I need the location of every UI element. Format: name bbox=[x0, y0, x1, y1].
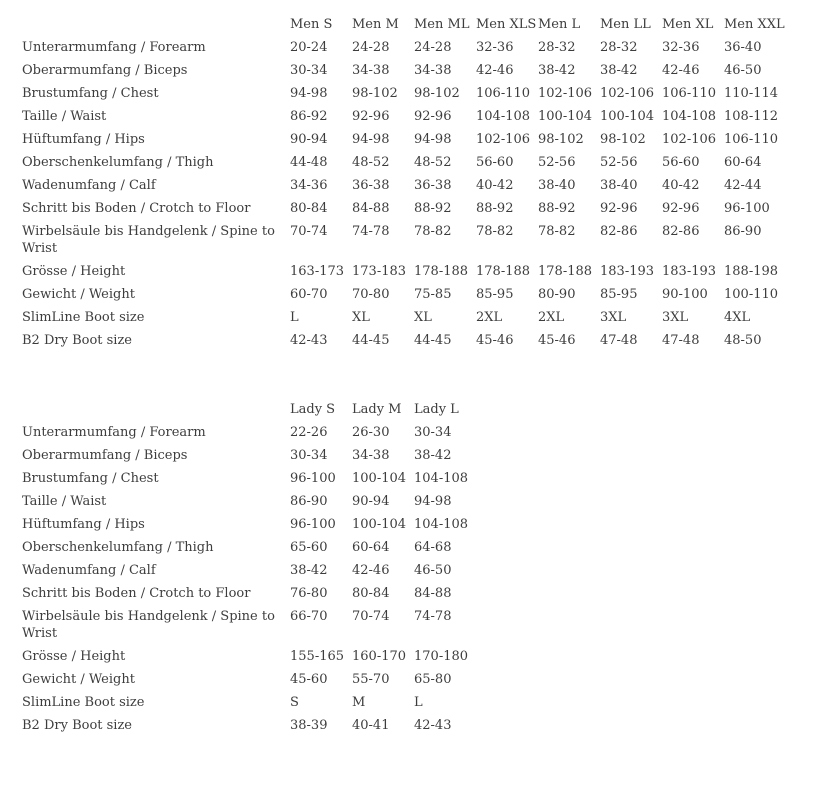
size-value-cell: 80-84 bbox=[290, 201, 328, 216]
size-value-cell: 44-45 bbox=[414, 333, 452, 348]
size-value-cell: 86-92 bbox=[290, 109, 328, 124]
size-value-cell: 94-98 bbox=[290, 86, 328, 101]
size-value-cell: 40-42 bbox=[662, 178, 700, 193]
size-value-cell: 48-50 bbox=[724, 333, 762, 348]
size-value-cell: 92-96 bbox=[414, 109, 452, 124]
size-value-cell: 2XL bbox=[538, 310, 565, 325]
size-value-cell: 24-28 bbox=[414, 40, 452, 55]
measurement-label: Taille / Waist bbox=[22, 109, 107, 124]
size-value-cell: 88-92 bbox=[538, 201, 576, 216]
size-value-cell: 78-82 bbox=[538, 224, 576, 239]
size-value-cell: 86-90 bbox=[724, 224, 762, 239]
size-value-cell: 102-106 bbox=[662, 132, 717, 147]
size-value-cell: 32-36 bbox=[662, 40, 700, 55]
table-row bbox=[22, 82, 786, 105]
measurement-label: Grösse / Height bbox=[22, 264, 126, 279]
table-row bbox=[22, 197, 786, 220]
size-value-cell: XL bbox=[414, 310, 432, 325]
size-value-cell: 46-50 bbox=[724, 63, 762, 78]
size-value-cell: 38-42 bbox=[414, 448, 452, 463]
size-value-cell: 100-104 bbox=[600, 109, 655, 124]
size-value-cell: 163-173 bbox=[290, 264, 345, 279]
size-value-cell: 98-102 bbox=[538, 132, 584, 147]
size-column-header: Men XL bbox=[662, 17, 714, 32]
size-value-cell: 30-34 bbox=[290, 63, 328, 78]
size-value-cell: XL bbox=[352, 310, 370, 325]
size-value-cell: 66-70 bbox=[290, 609, 328, 624]
size-value-cell: 60-64 bbox=[352, 540, 390, 555]
table-row bbox=[22, 645, 476, 668]
size-value-cell: 86-90 bbox=[290, 494, 328, 509]
size-value-cell: 178-188 bbox=[414, 264, 469, 279]
measurement-label: Brustumfang / Chest bbox=[22, 86, 159, 101]
size-value-cell: 183-193 bbox=[662, 264, 717, 279]
size-value-cell: 24-28 bbox=[352, 40, 390, 55]
table-row bbox=[22, 174, 786, 197]
size-value-cell: 188-198 bbox=[724, 264, 779, 279]
size-column-header: Lady L bbox=[414, 402, 459, 417]
table-row bbox=[22, 260, 786, 283]
size-value-cell: 96-100 bbox=[724, 201, 770, 216]
size-value-cell: 84-88 bbox=[352, 201, 390, 216]
measurement-label: SlimLine Boot size bbox=[22, 310, 145, 325]
size-value-cell: 110-114 bbox=[724, 86, 779, 101]
size-value-cell: 80-90 bbox=[538, 287, 576, 302]
size-column-header: Men ML bbox=[414, 17, 470, 32]
table-row bbox=[22, 306, 786, 329]
size-value-cell: 28-32 bbox=[600, 40, 638, 55]
size-value-cell: 92-96 bbox=[600, 201, 638, 216]
measurement-label: B2 Dry Boot size bbox=[22, 718, 133, 733]
size-value-cell: 183-193 bbox=[600, 264, 655, 279]
size-value-cell: 60-64 bbox=[724, 155, 762, 170]
measurement-label: Oberarmumfang / Biceps bbox=[22, 63, 188, 78]
size-value-cell: 56-60 bbox=[662, 155, 700, 170]
table-row bbox=[22, 329, 786, 352]
size-value-cell: 2XL bbox=[476, 310, 503, 325]
size-value-cell: 90-94 bbox=[290, 132, 328, 147]
table-row bbox=[22, 283, 786, 306]
size-value-cell: 47-48 bbox=[600, 333, 638, 348]
label-column-header bbox=[22, 13, 290, 36]
measurement-label: Wadenumfang / Calf bbox=[22, 178, 156, 193]
size-column-header: Men L bbox=[538, 17, 581, 32]
size-value-cell: 45-46 bbox=[538, 333, 576, 348]
size-value-cell: 34-38 bbox=[414, 63, 452, 78]
size-value-cell: 42-46 bbox=[352, 563, 390, 578]
measurement-label: Hüftumfang / Hips bbox=[22, 132, 145, 147]
table-row bbox=[22, 59, 786, 82]
size-value-cell: 38-39 bbox=[290, 718, 328, 733]
size-column-header: Men LL bbox=[600, 17, 651, 32]
table-row bbox=[22, 536, 476, 559]
size-value-cell: 30-34 bbox=[290, 448, 328, 463]
size-value-cell: 42-44 bbox=[724, 178, 762, 193]
size-value-cell: 4XL bbox=[724, 310, 751, 325]
size-value-cell: 98-102 bbox=[352, 86, 398, 101]
measurement-label: Gewicht / Weight bbox=[22, 287, 135, 302]
size-value-cell: 102-106 bbox=[538, 86, 593, 101]
measurement-label: SlimLine Boot size bbox=[22, 695, 145, 710]
size-value-cell: 160-170 bbox=[352, 649, 407, 664]
size-value-cell: 75-85 bbox=[414, 287, 452, 302]
size-value-cell: 155-165 bbox=[290, 649, 345, 664]
size-column-header: Lady M bbox=[352, 402, 402, 417]
size-value-cell: 106-110 bbox=[662, 86, 717, 101]
table-row bbox=[22, 490, 476, 513]
measurement-label: Schritt bis Boden / Crotch to Floor bbox=[22, 586, 251, 601]
measurement-label: Schritt bis Boden / Crotch to Floor bbox=[22, 201, 251, 216]
size-value-cell: 28-32 bbox=[538, 40, 576, 55]
size-value-cell: 30-34 bbox=[414, 425, 452, 440]
size-value-cell: 47-48 bbox=[662, 333, 700, 348]
size-value-cell: L bbox=[414, 695, 423, 710]
size-value-cell: 60-70 bbox=[290, 287, 328, 302]
size-value-cell: 100-104 bbox=[538, 109, 593, 124]
size-value-cell: 100-104 bbox=[352, 471, 407, 486]
size-value-cell: 94-98 bbox=[414, 494, 452, 509]
size-value-cell: 100-110 bbox=[724, 287, 779, 302]
size-value-cell: 82-86 bbox=[600, 224, 638, 239]
table-row bbox=[22, 691, 476, 714]
table-row bbox=[22, 605, 476, 645]
measurement-label: Oberschenkelumfang / Thigh bbox=[22, 540, 214, 555]
size-value-cell: 70-74 bbox=[352, 609, 390, 624]
measurement-label: B2 Dry Boot size bbox=[22, 333, 133, 348]
size-value-cell: 78-82 bbox=[476, 224, 514, 239]
size-value-cell: 38-42 bbox=[290, 563, 328, 578]
size-value-cell: 36-40 bbox=[724, 40, 762, 55]
size-value-cell: 70-80 bbox=[352, 287, 390, 302]
size-value-cell: 84-88 bbox=[414, 586, 452, 601]
size-value-cell: 65-80 bbox=[414, 672, 452, 687]
size-value-cell: 102-106 bbox=[600, 86, 655, 101]
size-value-cell: 100-104 bbox=[352, 517, 407, 532]
size-value-cell: 46-50 bbox=[414, 563, 452, 578]
size-value-cell: 55-70 bbox=[352, 672, 390, 687]
size-value-cell: 48-52 bbox=[414, 155, 452, 170]
size-value-cell: 38-42 bbox=[538, 63, 576, 78]
size-value-cell: 42-46 bbox=[476, 63, 514, 78]
size-value-cell: 106-110 bbox=[476, 86, 531, 101]
size-value-cell: M bbox=[352, 695, 366, 710]
size-value-cell: S bbox=[290, 695, 299, 710]
size-value-cell: 36-38 bbox=[414, 178, 452, 193]
measurement-label: Taille / Waist bbox=[22, 494, 107, 509]
size-value-cell: 34-38 bbox=[352, 448, 390, 463]
size-value-cell: 104-108 bbox=[414, 471, 469, 486]
header-row bbox=[22, 13, 786, 36]
header-row bbox=[22, 398, 476, 421]
size-value-cell: 38-40 bbox=[538, 178, 576, 193]
table-row bbox=[22, 36, 786, 59]
size-value-cell: 32-36 bbox=[476, 40, 514, 55]
size-value-cell: 96-100 bbox=[290, 471, 336, 486]
size-value-cell: 40-41 bbox=[352, 718, 390, 733]
table-row bbox=[22, 668, 476, 691]
table-row bbox=[22, 220, 786, 260]
size-value-cell: 52-56 bbox=[538, 155, 576, 170]
size-value-cell: 74-78 bbox=[414, 609, 452, 624]
measurement-label: Grösse / Height bbox=[22, 649, 126, 664]
size-value-cell: 44-45 bbox=[352, 333, 390, 348]
size-value-cell: 82-86 bbox=[662, 224, 700, 239]
size-value-cell: 98-102 bbox=[414, 86, 460, 101]
size-value-cell: 34-36 bbox=[290, 178, 328, 193]
size-column-header: Men XXL bbox=[724, 17, 785, 32]
size-column-header: Men S bbox=[290, 17, 333, 32]
size-value-cell: 70-74 bbox=[290, 224, 328, 239]
size-value-cell: 102-106 bbox=[476, 132, 531, 147]
table-row bbox=[22, 582, 476, 605]
measurement-label: Unterarmumfang / Forearm bbox=[22, 425, 206, 440]
size-value-cell: 3XL bbox=[662, 310, 689, 325]
size-value-cell: 92-96 bbox=[352, 109, 390, 124]
measurement-label: Oberarmumfang / Biceps bbox=[22, 448, 188, 463]
size-column-header: Men XLS bbox=[476, 17, 537, 32]
size-value-cell: 88-92 bbox=[476, 201, 514, 216]
size-value-cell: 90-100 bbox=[662, 287, 708, 302]
size-value-cell: 38-42 bbox=[600, 63, 638, 78]
measurement-label: Oberschenkelumfang / Thigh bbox=[22, 155, 214, 170]
size-value-cell: 3XL bbox=[600, 310, 627, 325]
size-value-cell: 104-108 bbox=[662, 109, 717, 124]
size-value-cell: 42-43 bbox=[414, 718, 452, 733]
measurement-label: Hüftumfang / Hips bbox=[22, 517, 145, 532]
table-row bbox=[22, 421, 476, 444]
table-row bbox=[22, 105, 786, 128]
lady-size-table bbox=[22, 398, 476, 737]
size-value-cell: 85-95 bbox=[600, 287, 638, 302]
size-value-cell: 170-180 bbox=[414, 649, 469, 664]
size-value-cell: 45-60 bbox=[290, 672, 328, 687]
size-value-cell: 78-82 bbox=[414, 224, 452, 239]
size-value-cell: 90-94 bbox=[352, 494, 390, 509]
size-value-cell: 65-60 bbox=[290, 540, 328, 555]
measurement-label: Unterarmumfang / Forearm bbox=[22, 40, 206, 55]
size-value-cell: 52-56 bbox=[600, 155, 638, 170]
size-value-cell: 48-52 bbox=[352, 155, 390, 170]
size-value-cell: L bbox=[290, 310, 299, 325]
size-value-cell: 85-95 bbox=[476, 287, 514, 302]
size-value-cell: 40-42 bbox=[476, 178, 514, 193]
table-row bbox=[22, 444, 476, 467]
size-value-cell: 38-40 bbox=[600, 178, 638, 193]
table-row bbox=[22, 151, 786, 174]
table-row bbox=[22, 513, 476, 536]
measurement-label: Brustumfang / Chest bbox=[22, 471, 159, 486]
size-value-cell: 74-78 bbox=[352, 224, 390, 239]
size-value-cell: 178-188 bbox=[538, 264, 593, 279]
label-column-header bbox=[22, 398, 290, 421]
size-value-cell: 96-100 bbox=[290, 517, 336, 532]
size-value-cell: 20-24 bbox=[290, 40, 328, 55]
size-value-cell: 98-102 bbox=[600, 132, 646, 147]
size-value-cell: 36-38 bbox=[352, 178, 390, 193]
measurement-label: Wadenumfang / Calf bbox=[22, 563, 156, 578]
table-row bbox=[22, 714, 476, 737]
size-value-cell: 76-80 bbox=[290, 586, 328, 601]
size-value-cell: 178-188 bbox=[476, 264, 531, 279]
table-row bbox=[22, 128, 786, 151]
size-value-cell: 173-183 bbox=[352, 264, 407, 279]
men-size-table bbox=[22, 13, 786, 352]
size-column-header: Lady S bbox=[290, 402, 336, 417]
size-value-cell: 106-110 bbox=[724, 132, 779, 147]
measurement-label: Wirbelsäule bis Handgelenk / Spine to Wrist bbox=[22, 609, 275, 641]
table-row bbox=[22, 559, 476, 582]
size-value-cell: 104-108 bbox=[414, 517, 469, 532]
size-value-cell: 56-60 bbox=[476, 155, 514, 170]
measurement-label: Wirbelsäule bis Handgelenk / Spine to Wrist bbox=[22, 224, 275, 256]
size-value-cell: 108-112 bbox=[724, 109, 779, 124]
table-row bbox=[22, 467, 476, 490]
size-column-header: Men M bbox=[352, 17, 399, 32]
size-value-cell: 42-43 bbox=[290, 333, 328, 348]
size-value-cell: 26-30 bbox=[352, 425, 390, 440]
size-value-cell: 22-26 bbox=[290, 425, 328, 440]
size-value-cell: 44-48 bbox=[290, 155, 328, 170]
measurement-label: Gewicht / Weight bbox=[22, 672, 135, 687]
size-value-cell: 104-108 bbox=[476, 109, 531, 124]
size-value-cell: 88-92 bbox=[414, 201, 452, 216]
size-value-cell: 94-98 bbox=[352, 132, 390, 147]
size-value-cell: 42-46 bbox=[662, 63, 700, 78]
size-value-cell: 80-84 bbox=[352, 586, 390, 601]
size-value-cell: 94-98 bbox=[414, 132, 452, 147]
size-value-cell: 45-46 bbox=[476, 333, 514, 348]
size-value-cell: 64-68 bbox=[414, 540, 452, 555]
size-value-cell: 92-96 bbox=[662, 201, 700, 216]
size-value-cell: 34-38 bbox=[352, 63, 390, 78]
